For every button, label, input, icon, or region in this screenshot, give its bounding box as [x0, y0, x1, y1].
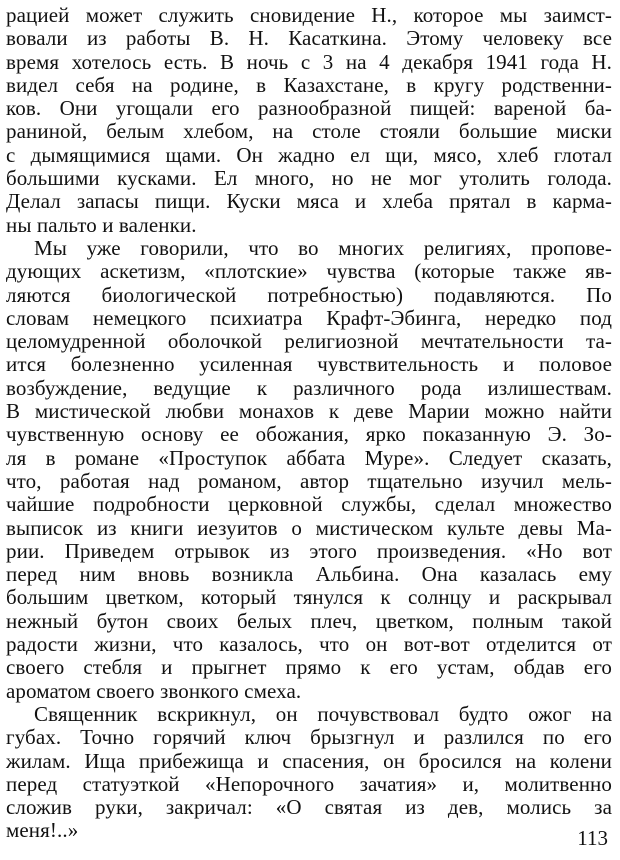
text-line: большими кусками. Ел много, но не мог утолить голода. [6, 166, 612, 191]
text-line: возбуждение, ведущие к различного рода излишествам. [6, 375, 612, 400]
text-line: дующих аскетизм, «плотские» чувства (которые также яв- [6, 259, 612, 284]
text-line: видел себя на родине, в Казахстане, в кругу родственни- [6, 72, 612, 97]
page-number: 113 [577, 826, 608, 850]
text-line: чувственную основу ее обожания, ярко показанную Э. Зо- [6, 422, 612, 447]
text-line: губах. Точно горячий ключ брызгнул и разлился по его [6, 725, 612, 750]
text-line: ится болезненно усиленная чувствительность и половое [6, 352, 612, 377]
text-line: ля в романе «Проступок аббата Муре». Следует сказать, [6, 445, 612, 470]
text-line: своего стебля и прыгнет прямо к его устам, обдав его [6, 655, 612, 680]
text-line: В мистической любви монахов к деве Марии можно найти [6, 399, 612, 424]
text-line: словам немецкого психиатра Крафт-Эбинга, нередко под [6, 305, 612, 330]
paragraph-first-line: Священник вскрикнул, он почувствовал будто ожог на [34, 701, 612, 726]
text-line: радости жизни, что казалось, что он вот-вот отделится от [6, 632, 612, 657]
text-line: ляются биологической потребностью) подавляются. По [6, 282, 612, 307]
text-line: перед ним вновь возникла Альбина. Она казалась ему [6, 562, 612, 587]
text-line: ны пальто и валенки. [6, 212, 197, 237]
text-line: с дымящимися щами. Он жадно ел щи, мясо, хлеб глотал [6, 142, 612, 167]
text-line: время хотелось есть. В ночь с 3 на 4 декабря 1941 года Н. [6, 49, 612, 74]
text-line: чайшие подробности церковной службы, сделал множество [6, 492, 612, 517]
text-line: что, работая над романом, автор тщательно изучил мель- [6, 468, 612, 493]
text-line: рии. Приведем отрывок из этого произведения. «Но вот [6, 538, 612, 563]
text-line: Делал запасы пищи. Куски мяса и хлеба прятал в карма- [6, 189, 612, 214]
text-line: ков. Они угощали его разнообразной пищей: вареной ба- [6, 96, 612, 121]
text-line: меня!..» [6, 818, 79, 843]
text-line: вовали из работы В. Н. Касаткина. Этому человеку все [6, 26, 612, 51]
text-line: рацией может служить сновидение Н., которое мы заимст- [6, 3, 612, 27]
text-line: жилам. Ища прибежища и спасения, он бросился на колени [6, 748, 612, 773]
text-line: большим цветком, который тянулся к солнцу и раскрывал [6, 585, 612, 610]
text-line: раниной, белым хлебом, на столе стояли большие миски [6, 119, 612, 144]
text-line: перед статуэткой «Непорочного зачатия» и, молитвенно [6, 771, 612, 796]
text-line: сложив руки, закричал: «О святая из дев, молись за [6, 795, 612, 820]
text-line: ароматом своего звонкого смеха. [6, 678, 302, 703]
paragraph-first-line: Мы уже говорили, что во многих религиях, пропове- [34, 235, 612, 260]
body-text [6, 4, 612, 843]
text-line: нежный бутон своих белых плеч, цветком, полным такой [6, 608, 612, 633]
text-line: выписок из книги иезуитов о мистическом культе девы Ма- [6, 515, 612, 540]
text-line: целомудренной оболочкой религиозной мечтательности та- [6, 329, 612, 354]
